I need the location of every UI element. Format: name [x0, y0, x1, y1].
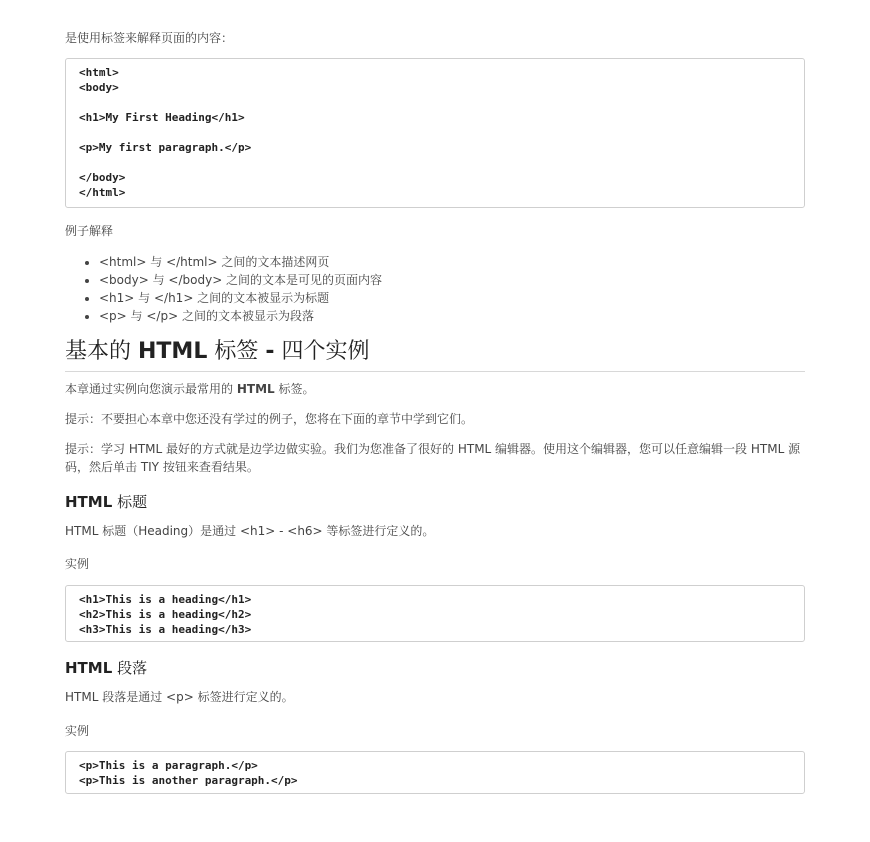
code-line: <p>This is another paragraph.</p> [79, 774, 298, 787]
section-heading-dash: - [265, 339, 275, 364]
example-explain-label: 例子解释 [65, 224, 114, 238]
html-paragraph-title [65, 658, 147, 678]
code-line [79, 125, 791, 140]
code-line: <h3>This is a heading</h3> [79, 623, 252, 636]
code-line: <h1>My First Heading</h1> [79, 111, 245, 124]
code-line [79, 95, 791, 110]
code-block-paragraphs [65, 751, 805, 794]
title-bold: HTML [65, 493, 113, 511]
code-line [79, 155, 791, 170]
code-line: </body> [79, 171, 126, 184]
section-intro [65, 380, 315, 398]
title-rest: 段落 [117, 659, 148, 677]
code-line: <h1>This is a heading</h1> [79, 593, 252, 606]
example-label: 实例 [65, 557, 90, 571]
section-intro-text: 标签。 [278, 382, 315, 396]
code-line: <p>This is a paragraph.</p> [79, 759, 258, 772]
code-line: <html> [79, 66, 119, 79]
tip-1: 提示：不要担心本章中您还没有学过的例子，您将在下面的章节中学到它们。 [65, 412, 474, 426]
section-heading-part: 标签 [214, 339, 259, 364]
list-item: • <body> 与 </body> 之间的文本是可见的页面内容 [99, 271, 382, 289]
code-line: <h2>This is a heading</h2> [79, 608, 252, 621]
code-line: </html> [79, 186, 126, 199]
code-line: <p>My first paragraph.</p> [79, 141, 252, 154]
list-item: • <html> 与 </html> 之间的文本描述网页 [99, 253, 382, 271]
code-line: <body> [79, 81, 119, 94]
section-heading-part: 基本的 [65, 339, 132, 364]
section-intro-bold: HTML [236, 382, 275, 396]
html-heading-desc: HTML 标题（Heading）是通过 <h1> - <h6> 等标签进行定义的。 [65, 524, 435, 538]
section-heading [65, 337, 805, 372]
intro-text: 是使用标签来解释页面的内容： [65, 31, 234, 45]
section-intro-text: 本章通过实例向您演示最常用的 [65, 382, 234, 396]
code-block-headings [65, 585, 805, 642]
section-heading-bold: HTML [138, 339, 208, 364]
tip-2: 提示：学习 HTML 最好的方式就是边学边做实验。我们为您准备了很好的 HTML 编辑器。使用这个编辑器，您可以任意编辑一段 HTML 源码，然后单击 TIY 按钮来查看结果。 [65, 442, 801, 474]
example-label: 实例 [65, 724, 90, 738]
section-heading-part: 四个实例 [281, 339, 370, 364]
html-paragraph-desc: HTML 段落是通过 <p> 标签进行定义的。 [65, 690, 294, 704]
html-heading-title [65, 492, 147, 512]
list-item: • <p> 与 </p> 之间的文本被显示为段落 [99, 307, 382, 325]
title-bold: HTML [65, 659, 113, 677]
list-item: • <h1> 与 </h1> 之间的文本被显示为标题 [99, 289, 382, 307]
title-rest: 标题 [117, 493, 148, 511]
explanation-list [65, 253, 382, 325]
code-block-basic-document [65, 58, 805, 208]
